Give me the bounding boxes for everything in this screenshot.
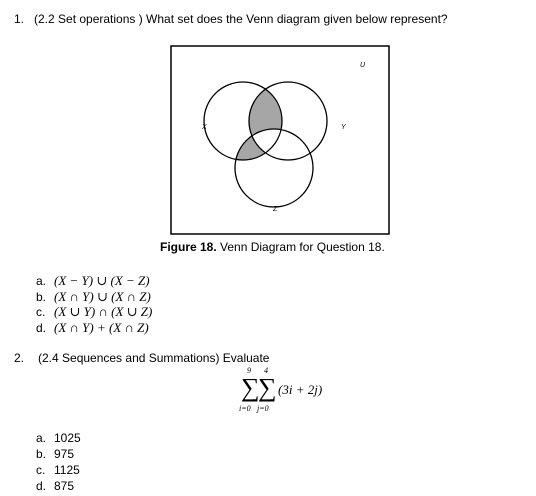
question-1-number: 1. <box>14 12 25 26</box>
summand: (3i + 2j) <box>278 382 323 397</box>
q1-option-c-text: (X ∪ Y) ∩ (X ∪ Z) <box>54 304 153 319</box>
summation-expression <box>237 365 347 415</box>
label-u: U <box>360 62 366 69</box>
label-x: X <box>202 124 207 131</box>
sum-upper-limit-j: 4 <box>264 366 268 375</box>
q2-option-c-letter: c. <box>36 463 46 477</box>
q2-option-c-text: 1125 <box>54 463 80 477</box>
q1-option-a-text: (X − Y) ∪ (X − Z) <box>54 273 150 288</box>
q2-option-d-text: 875 <box>54 479 75 493</box>
q1-option-b-text: (X ∩ Y) ∪ (X ∩ Z) <box>54 289 151 304</box>
question-2-text: (2.4 Sequences and Summations) Evaluate <box>38 351 270 365</box>
q2-option-d <box>36 479 74 493</box>
q2-option-c <box>36 463 80 477</box>
q1-option-d <box>36 320 149 336</box>
q2-option-a <box>36 431 81 445</box>
sum-upper-limit-i: 9 <box>247 366 251 375</box>
q1-option-d-text: (X ∩ Y) + (X ∩ Z) <box>54 320 149 335</box>
q1-option-b <box>36 289 151 305</box>
label-y: Y <box>341 124 346 131</box>
q1-option-a <box>36 273 150 289</box>
q2-option-b <box>36 447 74 461</box>
q1-option-c-letter: c. <box>36 305 46 319</box>
q2-option-a-letter: a. <box>36 431 47 445</box>
universe-rectangle <box>171 46 389 234</box>
sum-lower-limit-j: j=0 <box>257 404 269 413</box>
q1-option-b-letter: b. <box>36 290 47 304</box>
q1-option-d-letter: d. <box>36 321 47 335</box>
sigma-symbol-inner: ∑ <box>258 373 277 402</box>
question-1-text: (2.2 Set operations ) What set does the Venn diagram given below represent? <box>34 12 448 26</box>
figure-caption-text: Venn Diagram for Question 18. <box>220 240 385 254</box>
sum-lower-limit-i: i=0 <box>239 404 251 413</box>
label-z: Z <box>273 206 278 213</box>
q1-option-a-letter: a. <box>36 274 47 288</box>
figure-caption <box>160 240 385 254</box>
q1-option-c <box>36 304 152 320</box>
question-2-number: 2. <box>14 351 25 365</box>
q2-option-b-text: 975 <box>54 447 75 461</box>
venn-diagram <box>170 45 390 235</box>
figure-caption-label: Figure 18. <box>160 240 217 254</box>
q2-option-b-letter: b. <box>36 447 47 461</box>
q2-option-a-text: 1025 <box>54 431 81 445</box>
q2-option-d-letter: d. <box>36 479 47 493</box>
sigma-symbol-outer: ∑ <box>241 373 260 402</box>
